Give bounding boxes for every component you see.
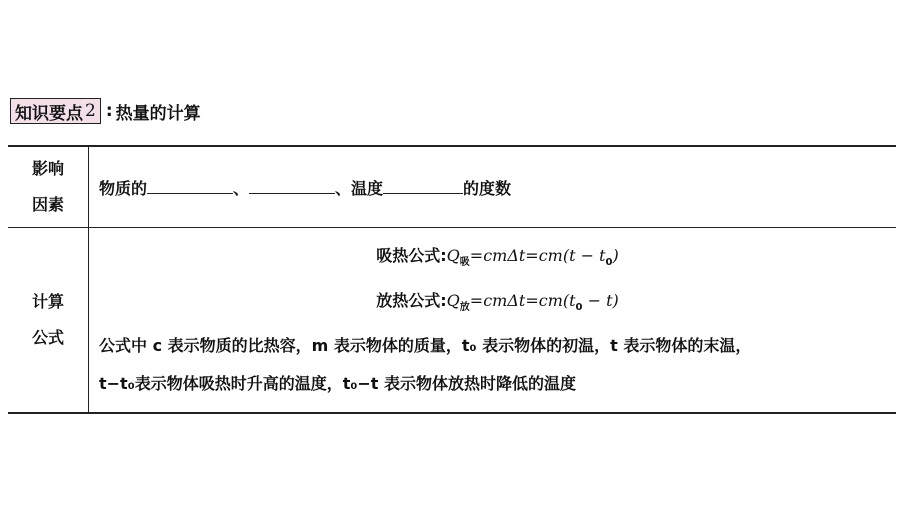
knowledge-point-badge [10,98,101,124]
formula-content [89,228,897,414]
factors-text-2: 、 [233,178,250,198]
release-formula: 放热公式$:Q_放=cm\Delta t=cm(t_0 - t)$ [376,291,619,314]
absorb-formula-label: 吸热公式 [376,245,441,265]
absorb-end: ) [612,245,619,265]
formula-description-line1: 公式中 c 表示物质的比热容，m 表示物体的质量，t₀ 表示物体的初温，t 表示物体的末温， [99,336,752,356]
release-formula-label: 放热公式 [376,291,441,310]
release-q-sub: 放 [459,302,470,314]
knowledge-table [8,145,896,414]
fill-blank-3[interactable] [383,179,463,194]
absorb-t0-sub: 0 [605,257,613,268]
factors-label-line1: 影响 [31,159,64,178]
factors-text-1: 物质的 [99,178,148,198]
section-heading [10,98,201,124]
factors-text-3: 、温度 [335,178,384,198]
absorb-q-sub: 吸 [459,257,470,268]
formula-label-line1: 计算 [31,292,64,311]
section-title: 热量的计算 [115,103,201,124]
badge-number: 2 [85,101,96,121]
absorb-rhs: =cmΔt=cm(t − t [469,245,606,265]
release-q: Q [446,291,460,310]
formula-label [8,228,89,414]
absorb-formula: 吸热公式$:Q_吸=cm\Delta t=cm(t - t_0)$ [376,245,619,268]
absorb-q: Q [446,245,460,265]
factors-label-line2: 因素 [31,195,64,214]
release-t0-sub: 0 [575,302,583,314]
factors-content [89,146,897,228]
factors-label [8,146,89,228]
factors-text-4: 的度数 [463,178,512,198]
release-end: − t) [582,291,619,310]
factors-row [8,146,896,228]
heading-colon: : [105,101,113,121]
fill-blank-2[interactable] [249,179,335,194]
formula-row [8,228,896,414]
fill-blank-1[interactable] [147,179,233,194]
formula-label-line2: 公式 [31,328,64,347]
formula-description-line2: t−t₀表示物体吸热时升高的温度，t₀−t 表示物体放热时降低的温度 [99,374,576,394]
badge-label: 知识要点 [15,103,83,124]
release-rhs: =cmΔt=cm(t [469,291,576,310]
